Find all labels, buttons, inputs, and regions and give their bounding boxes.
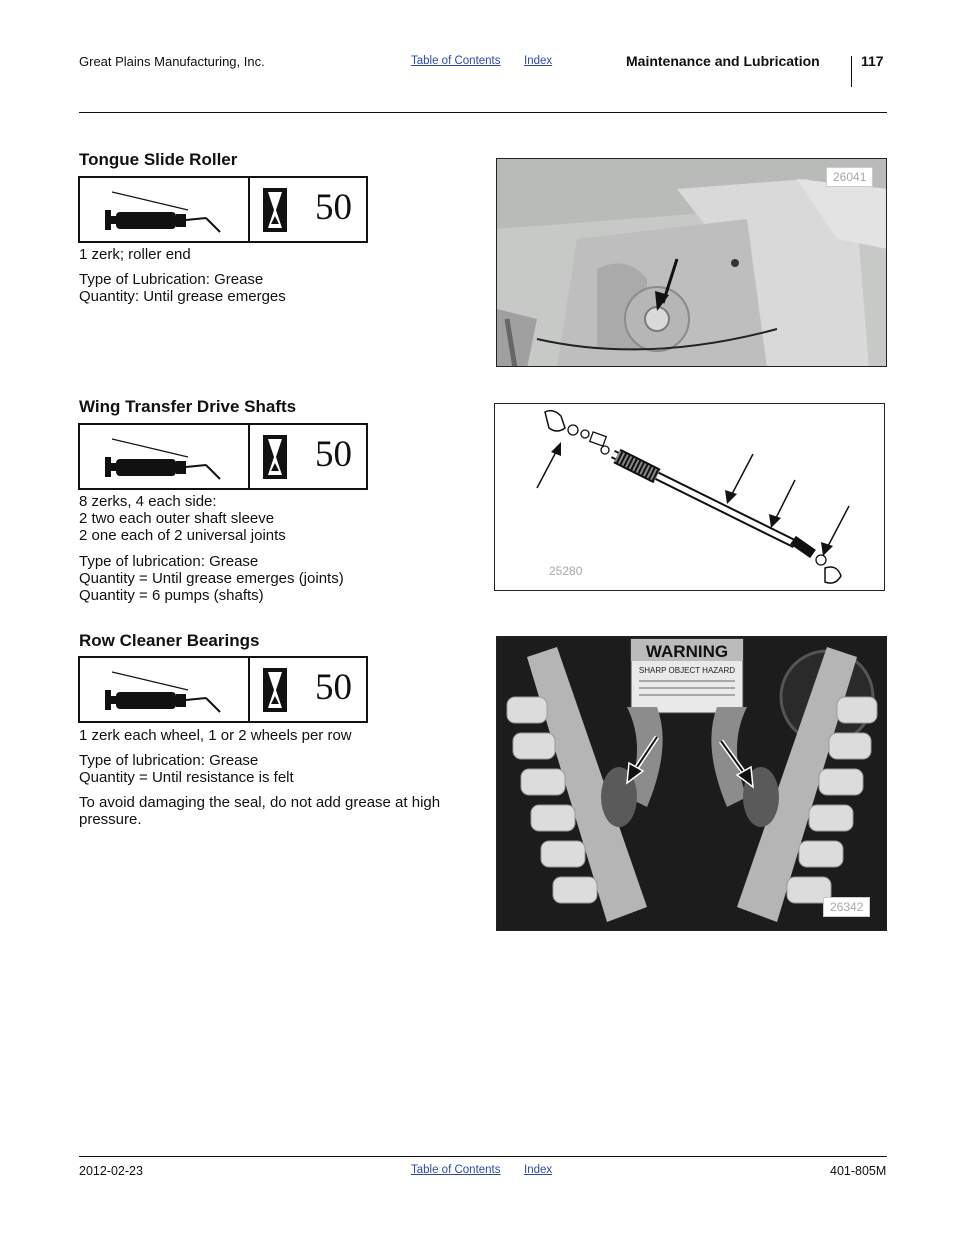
interval-cell — [250, 178, 366, 241]
row-cleaner-photo — [496, 636, 887, 931]
figure-id: 26041 — [826, 167, 873, 187]
header-toc-link[interactable]: Table of Contents — [411, 55, 501, 67]
page-number: 117 — [861, 53, 884, 69]
note-line: 8 zerks, 4 each side: — [79, 493, 217, 510]
grease-gun-cell — [80, 658, 250, 721]
lube-type: Type of lubrication: Grease — [79, 752, 259, 769]
tongue-slide-roller-photo — [496, 158, 887, 367]
interval-cell — [250, 425, 366, 488]
section-3-lube-info — [79, 752, 294, 786]
section-2-lube-info — [79, 553, 344, 604]
footer-date: 2012-02-23 — [79, 1164, 143, 1178]
header-rule — [79, 112, 887, 113]
row-cleaner-bearings-heading: Row Cleaner Bearings — [79, 631, 260, 650]
lube-symbol-box — [78, 656, 368, 723]
lube-type: Type of lubrication: Grease — [79, 553, 259, 570]
drive-shaft-diagram — [494, 403, 885, 591]
grease-gun-cell — [80, 178, 250, 241]
lube-type: Type of Lubrication: Grease — [79, 271, 264, 288]
lube-symbol-box — [78, 423, 368, 490]
figure-id: 25280 — [549, 564, 583, 578]
header-divider — [851, 56, 852, 87]
seal-caution-text — [79, 794, 440, 828]
caution-line: pressure. — [79, 811, 142, 828]
caution-line: To avoid damaging the seal, do not add grease at high — [79, 794, 441, 811]
interval-hours: 50 — [315, 667, 352, 708]
grease-gun-icon — [100, 186, 230, 234]
interval-hours: 50 — [315, 434, 352, 475]
hourglass-icon — [263, 188, 287, 232]
section-1-lube-info — [79, 271, 286, 305]
grease-gun-icon — [100, 433, 230, 481]
footer-doc-number: 401-805M — [830, 1164, 887, 1178]
section-title: Maintenance and Lubrication — [626, 53, 820, 69]
interval-cell — [250, 658, 366, 721]
hourglass-icon — [263, 668, 287, 712]
lube-quantity: Quantity = Until grease emerges (joints) — [79, 570, 344, 587]
note-line: 2 one each of 2 universal joints — [79, 527, 286, 544]
note-line: 2 two each outer shaft sleeve — [79, 510, 275, 527]
company-name: Great Plains Manufacturing, Inc. — [79, 54, 265, 69]
footer-rule — [79, 1156, 887, 1157]
warning-decal-subtitle: SHARP OBJECT HAZARD — [638, 666, 736, 675]
section-3-notes — [79, 727, 352, 744]
note-line: 1 zerk; roller end — [79, 246, 191, 263]
lube-quantity: Quantity = 6 pumps (shafts) — [79, 587, 264, 604]
warning-decal-title: WARNING — [645, 642, 729, 661]
footer-toc-link[interactable]: Table of Contents — [411, 1164, 501, 1176]
header-index-link[interactable]: Index — [524, 55, 553, 67]
hourglass-icon — [263, 435, 287, 479]
tongue-slide-roller-heading: Tongue Slide Roller — [79, 150, 238, 169]
lube-quantity: Quantity: Until grease emerges — [79, 288, 286, 305]
section-1-notes — [79, 246, 191, 263]
lube-quantity: Quantity = Until resistance is felt — [79, 769, 294, 786]
interval-hours: 50 — [315, 187, 352, 228]
lube-symbol-box — [78, 176, 368, 243]
grease-gun-icon — [100, 666, 230, 714]
note-line: 1 zerk each wheel, 1 or 2 wheels per row — [79, 727, 352, 744]
row-cleaner-illustration — [497, 637, 887, 931]
footer-index-link[interactable]: Index — [524, 1164, 553, 1176]
grease-gun-cell — [80, 425, 250, 488]
roller-illustration — [497, 159, 887, 367]
drive-shaft-illustration — [495, 404, 885, 591]
section-2-notes — [79, 493, 286, 544]
wing-transfer-drive-shafts-heading: Wing Transfer Drive Shafts — [79, 397, 297, 416]
figure-id: 26342 — [823, 897, 870, 917]
